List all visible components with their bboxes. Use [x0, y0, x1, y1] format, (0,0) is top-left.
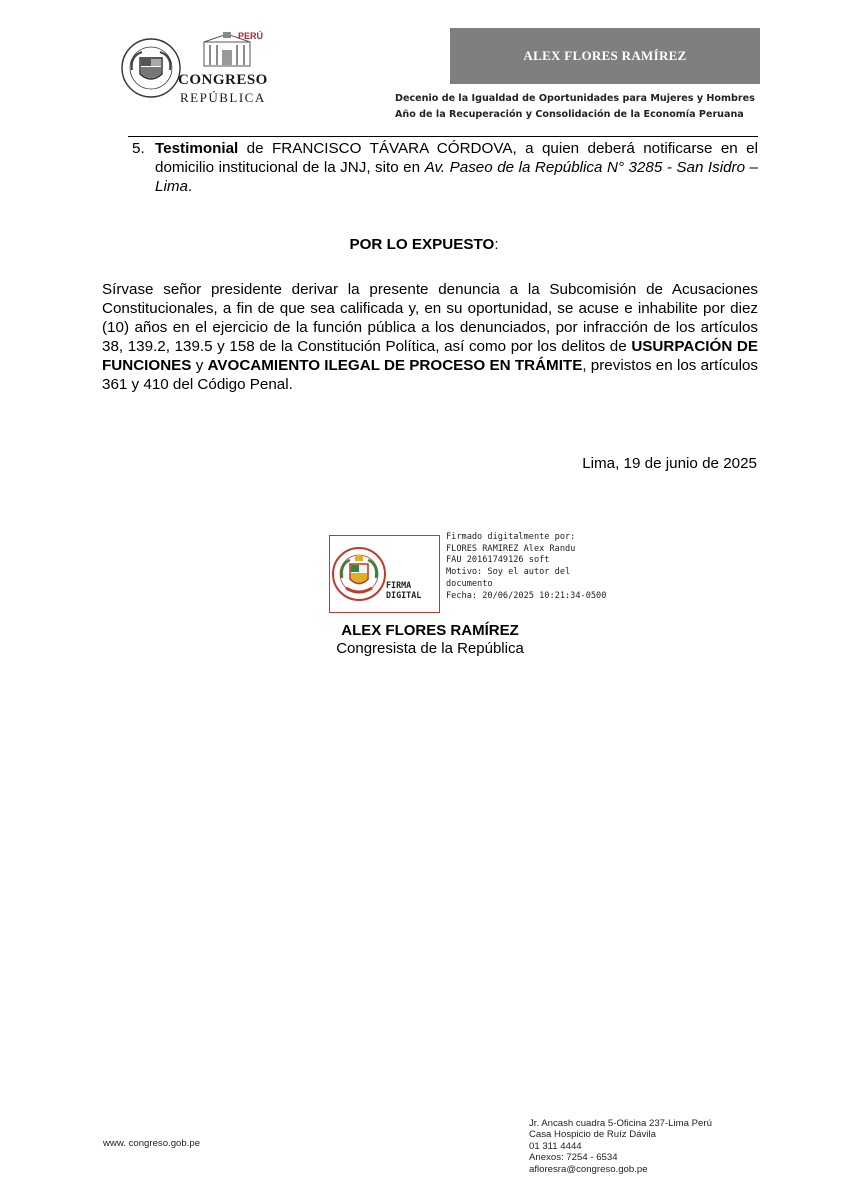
footer-address-line: 01 311 4444: [529, 1140, 582, 1152]
logo-congreso-text: CONGRESO: [178, 72, 268, 88]
main-paragraph: [102, 280, 758, 394]
logo-peru-text: PERÚ: [238, 31, 264, 41]
list-item-number: 5.: [132, 140, 145, 157]
item-text-1: de FRANCISCO TÁVARA CÓRDOVA, a quien deberá notificarse en el domicilio institucional de la JNJ, sito en: [155, 140, 758, 176]
header-motto-line-1: Decenio de la Igualdad de Oportunidades para Mujeres y Hombres: [395, 93, 755, 104]
item-text-2: .: [187, 178, 193, 195]
signature-detail-line: Firmado digitalmente por:: [446, 532, 576, 542]
paragraph-part-2: y: [191, 357, 208, 374]
header-name-bar: [450, 28, 760, 84]
signature-detail-line: FAU 20161749126 soft: [446, 555, 550, 566]
date-line: Lima, 19 de junio de 2025: [582, 455, 757, 472]
footer-address-line: Casa Hospicio de Ruíz Dávila: [529, 1129, 656, 1141]
signature-detail-line: FLORES RAMIREZ Alex Randu: [446, 543, 576, 554]
item-address: Av. Paseo de la República N° 3285 - San Isidro – Lima: [155, 159, 758, 195]
signer-name: ALEX FLORES RAMÍREZ: [341, 622, 519, 639]
peru-coat-of-arms-icon: [330, 536, 439, 612]
item-label: Testimonial: [155, 140, 239, 157]
signature-detail-line: Motivo: Soy el autor del: [446, 567, 571, 578]
header-name-text: ALEX FLORES RAMÍREZ: [523, 48, 687, 63]
footer-website: www. congreso.gob.pe: [103, 1138, 201, 1149]
footer-address-line: Anexos: 7254 - 6534: [529, 1152, 618, 1164]
paragraph-part-1: Sírvase señor presidente derivar la presente denuncia a la Subcomisión de Acusaciones Constitucionales, a fin de que sea calificada y, en su oportunidad, se acuse e inhabilite por diez (10) años en el ejercicio de la función pública a los denunciados, por infracción de los artículos 38, 139.2, 139.5 y 158 de la Constitución Política, así como por los delitos de: [102, 281, 758, 355]
signature-detail-line: Fecha: 20/06/2025 10:21:34-0500: [446, 590, 607, 601]
section-title: [0, 236, 848, 253]
header-motto-line-2: Año de la Recuperación y Consolidación de la Economía Peruana: [395, 109, 744, 120]
stamp-label-firma: FIRMA: [386, 580, 412, 590]
section-title-colon: :: [494, 236, 499, 253]
section-title-text: POR LO EXPUESTO: [349, 236, 495, 253]
paragraph-part-3: , previstos en los artículos 361 y 410 del Código Penal.: [102, 357, 759, 393]
signature-details: [446, 532, 616, 602]
stamp-label: [386, 580, 421, 600]
logo-republica-text: REPÚBLICA: [180, 90, 266, 105]
congress-logo: [118, 30, 268, 106]
footer-address-line: afloresra@congreso.gob.pe: [529, 1163, 648, 1175]
footer-address: [529, 1118, 712, 1175]
list-item-text: [155, 139, 758, 196]
header-divider: [128, 136, 758, 137]
signer-title: Congresista de la República: [336, 640, 524, 657]
paragraph-crime-1: USURPACIÓN DE FUNCIONES: [102, 338, 758, 374]
footer-address-line: Jr. Ancash cuadra 5-Oficina 237-Lima Perú: [529, 1118, 712, 1129]
signature-detail-line: documento: [446, 578, 493, 589]
stamp-label-digital: DIGITAL: [386, 590, 422, 600]
paragraph-crime-2: AVOCAMIENTO ILEGAL DE PROCESO EN TRÁMITE: [207, 357, 583, 374]
digital-signature-stamp: [329, 535, 440, 613]
